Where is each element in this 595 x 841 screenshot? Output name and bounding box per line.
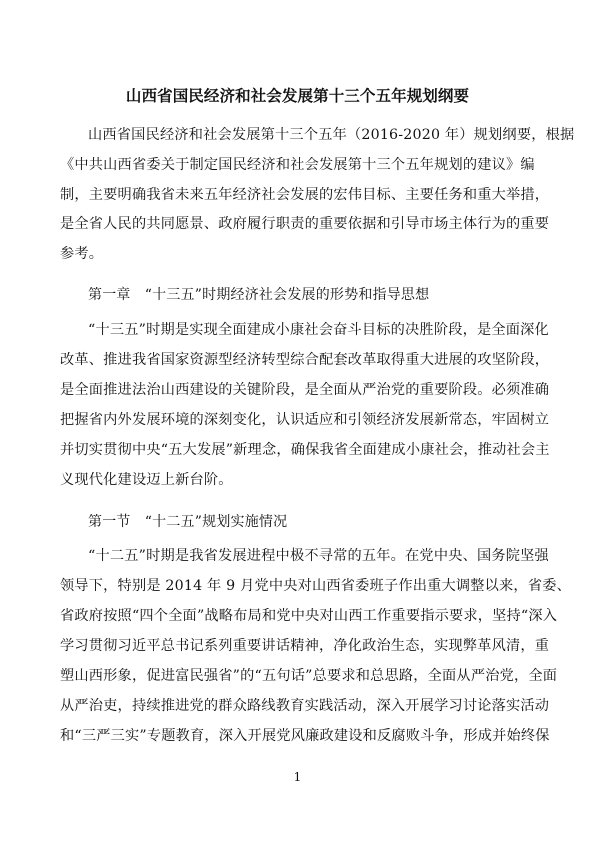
section-line-6: 从严治吏，持续推进党的群众路线教育实践活动，深入开展学习讨论落实活动 (60, 698, 550, 714)
intro-line-3: 制，主要明确我省未来五年经济社会发展的宏伟目标、主要任务和重大举措， (60, 187, 550, 203)
intro-line-4: 是全省人民的共同愿景、政府履行职责的重要依据和引导市场主体行为的重要 (60, 216, 550, 232)
intro-line-5: 参考。 (60, 246, 104, 262)
page-number: 1 (293, 770, 302, 784)
chapter-heading: 第一章 “十三五”时期经济社会发展的形势和指导思想 (88, 287, 430, 303)
chapter-line-2: 改革、推进我省国家资源型经济转型综合配套改革取得重大进展的攻坚阶段， (60, 352, 550, 368)
section-line-1: “十二五”时期是我省发展进程中极不寻常的五年。在党中央、国务院坚强 (88, 548, 549, 564)
section-heading: 第一节 “十二五”规划实施情况 (88, 514, 288, 530)
section-line-4: 学习贯彻习近平总书记系列重要讲话精神，净化政治生态，实现弊革风清，重 (60, 638, 550, 654)
document-title: 山西省国民经济和社会发展第十三个五年规划纲要 (125, 86, 470, 105)
section-line-2: 领导下，特别是 2014 年 9 月党中央对山西省委班子作出重大调整以来，省委、 (60, 578, 571, 594)
section-line-3: 省政府按照“四个全面”战略布局和党中央对山西工作重要指示要求，坚持“深入 (60, 608, 558, 624)
intro-line-1: 山西省国民经济和社会发展第十三个五年（2016-2020 年）规划纲要，根据 (88, 127, 575, 143)
intro-line-2: 《中共山西省委关于制定国民经济和社会发展第十三个五年规划的建议》编 (60, 157, 535, 173)
chapter-line-1: “十三五”时期是实现全面建成小康社会奋斗目标的决胜阶段，是全面深化 (88, 322, 549, 338)
section-line-7: 和“三严三实”专题教育，深入开展党风廉政建设和反腐败斗争，形成并始终保 (60, 728, 550, 744)
chapter-line-6: 义现代化建设迈上新台阶。 (60, 472, 233, 488)
chapter-line-4: 把握省内外发展环境的深刻变化，认识适应和引领经济发展新常态，牢固树立 (60, 412, 550, 428)
chapter-line-5: 并切实贯彻中央“五大发展”新理念，确保我省全面建成小康社会，推动社会主 (60, 442, 550, 458)
chapter-line-3: 是全面推进法治山西建设的关键阶段，是全面从严治党的重要阶段。必须准确 (60, 382, 550, 398)
section-line-5: 塑山西形象，促进富民强省”的“五句话”总要求和总思路，全面从严治党，全面 (60, 668, 558, 684)
